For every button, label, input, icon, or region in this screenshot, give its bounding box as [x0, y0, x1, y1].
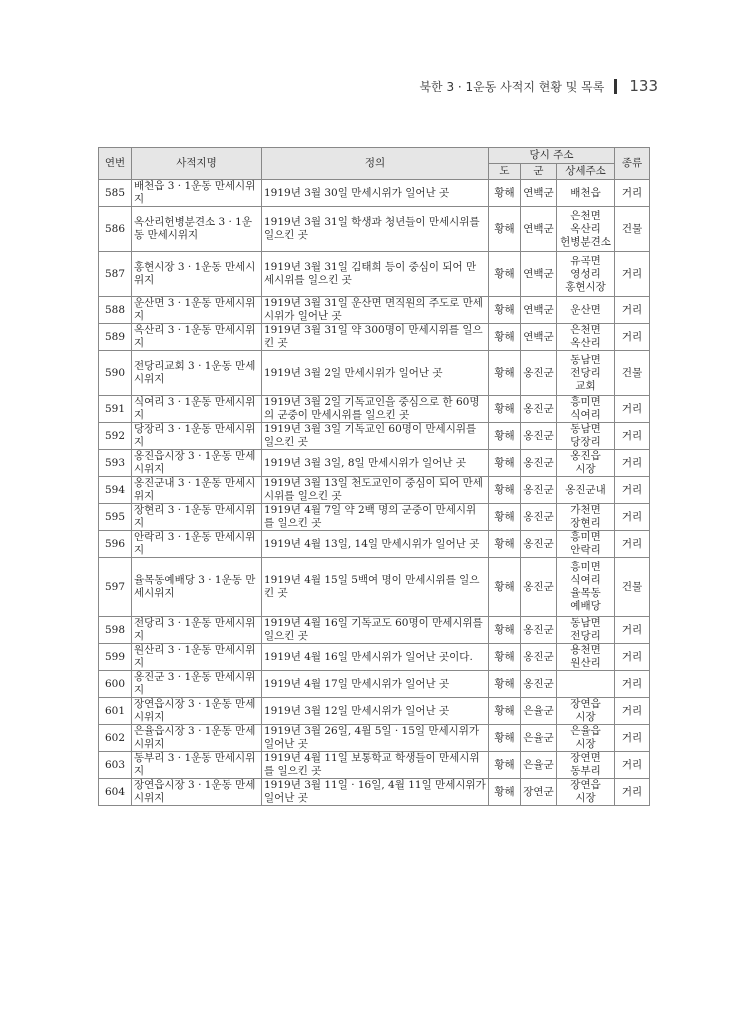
- cell-type: 거리: [615, 671, 650, 698]
- table-row: [99, 752, 650, 779]
- cell-num: 595: [99, 504, 132, 531]
- cell-province: 황해: [489, 252, 521, 297]
- cell-province: 황해: [489, 617, 521, 644]
- header-divider: [614, 79, 617, 94]
- cell-county: 옹진군: [521, 531, 557, 558]
- cell-site-name: 안락리 3 · 1운동 만세시위지: [132, 531, 262, 558]
- cell-province: 황해: [489, 207, 521, 252]
- cell-type: 건물: [615, 351, 650, 396]
- cell-county: 연백군: [521, 207, 557, 252]
- header-name: 사적지명: [132, 148, 262, 180]
- cell-county: 옹진군: [521, 644, 557, 671]
- cell-site-name: 장연읍시장 3 · 1운동 만세시위지: [132, 698, 262, 725]
- cell-definition: 1919년 3월 11일 · 16일, 4월 11일 만세시위가 일어난 곳: [262, 779, 489, 806]
- cell-site-name: 옹진읍시장 3 · 1운동 만세시위지: [132, 450, 262, 477]
- cell-type: 건물: [615, 558, 650, 617]
- cell-province: 황해: [489, 180, 521, 207]
- cell-province: 황해: [489, 558, 521, 617]
- cell-type: 거리: [615, 180, 650, 207]
- cell-county: 옹진군: [521, 351, 557, 396]
- table-row: [99, 671, 650, 698]
- cell-definition: 1919년 3월 2일 만세시위가 일어난 곳: [262, 351, 489, 396]
- table-row: [99, 180, 650, 207]
- cell-definition: 1919년 3월 31일 학생과 청년들이 만세시위를 일으킨 곳: [262, 207, 489, 252]
- cell-province: 황해: [489, 477, 521, 504]
- cell-site-name: 원산리 3 · 1운동 만세시위지: [132, 644, 262, 671]
- cell-definition: 1919년 4월 17일 만세시위가 일어난 곳: [262, 671, 489, 698]
- cell-type: 거리: [615, 324, 650, 351]
- table-row: [99, 617, 650, 644]
- cell-site-name: 옹진군내 3 · 1운동 만세시위지: [132, 477, 262, 504]
- cell-detail-address: 옹진읍 시장: [557, 450, 615, 477]
- cell-type: 거리: [615, 698, 650, 725]
- cell-num: 594: [99, 477, 132, 504]
- cell-site-name: 식여리 3 · 1운동 만세시위지: [132, 396, 262, 423]
- header-county: 군: [521, 164, 557, 180]
- cell-definition: 1919년 3월 30일 만세시위가 일어난 곳: [262, 180, 489, 207]
- cell-detail-address: 은율읍 시장: [557, 725, 615, 752]
- cell-type: 거리: [615, 477, 650, 504]
- cell-county: 옹진군: [521, 450, 557, 477]
- cell-num: 585: [99, 180, 132, 207]
- cell-num: 586: [99, 207, 132, 252]
- cell-county: 은율군: [521, 698, 557, 725]
- cell-type: 거리: [615, 252, 650, 297]
- table-row: [99, 698, 650, 725]
- cell-site-name: 은율읍시장 3 · 1운동 만세시위지: [132, 725, 262, 752]
- cell-detail-address: 장연면 동부리: [557, 752, 615, 779]
- cell-type: 거리: [615, 779, 650, 806]
- cell-province: 황해: [489, 698, 521, 725]
- cell-type: 거리: [615, 297, 650, 324]
- cell-num: 592: [99, 423, 132, 450]
- cell-county: 장연군: [521, 779, 557, 806]
- header-province: 도: [489, 164, 521, 180]
- cell-definition: 1919년 3월 3일 기독교인 60명이 만세시위를 일으킨 곳: [262, 423, 489, 450]
- cell-detail-address: 배천읍: [557, 180, 615, 207]
- cell-province: 황해: [489, 752, 521, 779]
- cell-detail-address: 유곡면 영성리 홍현시장: [557, 252, 615, 297]
- cell-type: 거리: [615, 504, 650, 531]
- header-num: 연번: [99, 148, 132, 180]
- cell-definition: 1919년 3월 3일, 8일 만세시위가 일어난 곳: [262, 450, 489, 477]
- cell-num: 588: [99, 297, 132, 324]
- cell-type: 거리: [615, 531, 650, 558]
- cell-province: 황해: [489, 504, 521, 531]
- cell-detail-address: 옹진군내: [557, 477, 615, 504]
- cell-definition: 1919년 4월 11일 보통학교 학생들이 만세시위를 일으킨 곳: [262, 752, 489, 779]
- table-row: [99, 644, 650, 671]
- cell-definition: 1919년 4월 13일, 14일 만세시위가 일어난 곳: [262, 531, 489, 558]
- cell-detail-address: 은천면 옥산리 헌병분견소: [557, 207, 615, 252]
- cell-site-name: 전당리교회 3 · 1운동 만세시위지: [132, 351, 262, 396]
- cell-site-name: 배천읍 3 · 1운동 만세시위지: [132, 180, 262, 207]
- table-row: [99, 252, 650, 297]
- cell-num: 591: [99, 396, 132, 423]
- cell-num: 603: [99, 752, 132, 779]
- cell-num: 598: [99, 617, 132, 644]
- cell-num: 589: [99, 324, 132, 351]
- cell-type: 거리: [615, 617, 650, 644]
- cell-county: 연백군: [521, 252, 557, 297]
- header-detail: 상세주소: [557, 164, 615, 180]
- cell-detail-address: 장연읍 시장: [557, 698, 615, 725]
- cell-detail-address: 동남면 전당리: [557, 617, 615, 644]
- table-header: [99, 148, 650, 180]
- cell-province: 황해: [489, 779, 521, 806]
- cell-type: 건물: [615, 207, 650, 252]
- cell-county: 옹진군: [521, 671, 557, 698]
- running-title: 북한 3 · 1운동 사적지 현황 및 목록: [419, 79, 605, 94]
- cell-province: 황해: [489, 297, 521, 324]
- cell-detail-address: 흥미면 안락리: [557, 531, 615, 558]
- cell-detail-address: 장연읍 시장: [557, 779, 615, 806]
- table-body: [99, 180, 650, 806]
- cell-county: 연백군: [521, 297, 557, 324]
- cell-county: 옹진군: [521, 504, 557, 531]
- cell-detail-address: 동남면 당장리: [557, 423, 615, 450]
- cell-detail-address: [557, 671, 615, 698]
- cell-site-name: 장현리 3 · 1운동 만세시위지: [132, 504, 262, 531]
- cell-county: 은율군: [521, 752, 557, 779]
- table-row: [99, 324, 650, 351]
- cell-county: 연백군: [521, 180, 557, 207]
- header-definition: 정의: [262, 148, 489, 180]
- table-row: [99, 531, 650, 558]
- cell-province: 황해: [489, 531, 521, 558]
- cell-county: 옹진군: [521, 617, 557, 644]
- cell-type: 거리: [615, 423, 650, 450]
- cell-detail-address: 용천면 원산리: [557, 644, 615, 671]
- cell-definition: 1919년 3월 31일 운산면 면직원의 주도로 만세시위가 일어난 곳: [262, 297, 489, 324]
- page-header: [419, 76, 658, 96]
- cell-province: 황해: [489, 396, 521, 423]
- cell-site-name: 전당리 3 · 1운동 만세시위지: [132, 617, 262, 644]
- cell-county: 연백군: [521, 324, 557, 351]
- cell-definition: 1919년 3월 31일 약 300명이 만세시위를 일으킨 곳: [262, 324, 489, 351]
- cell-num: 596: [99, 531, 132, 558]
- cell-province: 황해: [489, 351, 521, 396]
- cell-county: 옹진군: [521, 477, 557, 504]
- cell-site-name: 동부리 3 · 1운동 만세시위지: [132, 752, 262, 779]
- cell-site-name: 당장리 3 · 1운동 만세시위지: [132, 423, 262, 450]
- table-row: [99, 779, 650, 806]
- cell-province: 황해: [489, 324, 521, 351]
- cell-type: 거리: [615, 450, 650, 477]
- cell-type: 거리: [615, 752, 650, 779]
- cell-detail-address: 가천면 장현리: [557, 504, 615, 531]
- cell-type: 거리: [615, 725, 650, 752]
- cell-site-name: 홍현시장 3 · 1운동 만세시위지: [132, 252, 262, 297]
- cell-province: 황해: [489, 423, 521, 450]
- cell-definition: 1919년 3월 26일, 4월 5일 · 15일 만세시위가 일어난 곳: [262, 725, 489, 752]
- cell-detail-address: 동남면 전당리 교회: [557, 351, 615, 396]
- cell-site-name: 운산면 3 · 1운동 만세시위지: [132, 297, 262, 324]
- cell-num: 604: [99, 779, 132, 806]
- cell-site-name: 옹진군 3 · 1운동 만세시위지: [132, 671, 262, 698]
- cell-num: 602: [99, 725, 132, 752]
- cell-province: 황해: [489, 671, 521, 698]
- cell-num: 597: [99, 558, 132, 617]
- header-address-group: 당시 주소: [489, 148, 615, 164]
- cell-site-name: 율목동예배당 3 · 1운동 만세시위지: [132, 558, 262, 617]
- cell-definition: 1919년 4월 7일 약 2백 명의 군중이 만세시위를 일으킨 곳: [262, 504, 489, 531]
- cell-definition: 1919년 3월 2일 기독교인을 중심으로 한 60명의 군중이 만세시위를 일으킨 곳: [262, 396, 489, 423]
- cell-province: 황해: [489, 450, 521, 477]
- table-row: [99, 396, 650, 423]
- table-row: [99, 450, 650, 477]
- cell-detail-address: 흥미면 식여리 율목동 예배당: [557, 558, 615, 617]
- cell-definition: 1919년 3월 13일 천도교인이 중심이 되어 만세시위를 일으킨 곳: [262, 477, 489, 504]
- table-row: [99, 207, 650, 252]
- cell-site-name: 장연읍시장 3 · 1운동 만세시위지: [132, 779, 262, 806]
- cell-definition: 1919년 4월 16일 기독교도 60명이 만세시위를 일으킨 곳: [262, 617, 489, 644]
- cell-type: 거리: [615, 644, 650, 671]
- table-row: [99, 725, 650, 752]
- cell-definition: 1919년 3월 12일 만세시위가 일어난 곳: [262, 698, 489, 725]
- cell-detail-address: 운산면: [557, 297, 615, 324]
- cell-site-name: 옥산리헌병분견소 3 · 1운동 만세시위지: [132, 207, 262, 252]
- cell-county: 옹진군: [521, 423, 557, 450]
- cell-definition: 1919년 4월 15일 5백여 명이 만세시위를 일으킨 곳: [262, 558, 489, 617]
- table-row: [99, 558, 650, 617]
- cell-num: 599: [99, 644, 132, 671]
- heritage-site-table: [98, 147, 650, 806]
- cell-detail-address: 흥미면 식여리: [557, 396, 615, 423]
- cell-site-name: 옥산리 3 · 1운동 만세시위지: [132, 324, 262, 351]
- cell-definition: 1919년 4월 16일 만세시위가 일어난 곳이다.: [262, 644, 489, 671]
- table-row: [99, 423, 650, 450]
- cell-province: 황해: [489, 644, 521, 671]
- header-type: 종류: [615, 148, 650, 180]
- cell-detail-address: 은천면 옥산리: [557, 324, 615, 351]
- cell-county: 옹진군: [521, 558, 557, 617]
- table-row: [99, 297, 650, 324]
- table-row: [99, 504, 650, 531]
- cell-definition: 1919년 3월 31일 김태희 등이 중심이 되어 만세시위를 일으킨 곳: [262, 252, 489, 297]
- page-number: 133: [629, 77, 658, 95]
- cell-county: 옹진군: [521, 396, 557, 423]
- table-row: [99, 477, 650, 504]
- cell-county: 은율군: [521, 725, 557, 752]
- cell-type: 거리: [615, 396, 650, 423]
- cell-num: 587: [99, 252, 132, 297]
- table-row: [99, 351, 650, 396]
- cell-num: 600: [99, 671, 132, 698]
- cell-province: 황해: [489, 725, 521, 752]
- cell-num: 590: [99, 351, 132, 396]
- cell-num: 601: [99, 698, 132, 725]
- cell-num: 593: [99, 450, 132, 477]
